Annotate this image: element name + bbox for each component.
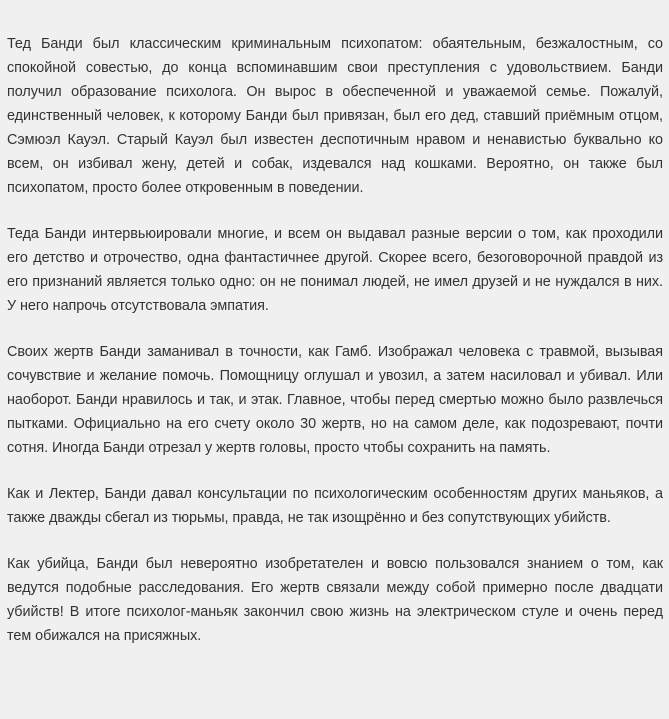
paragraph-victims: Своих жертв Банди заманивал в точности, как Гамб. Изображал человека с травмой, вызывая сочувствие и желание помочь. Помощницу оглушал и увозил, а затем насиловал и убивал. Или наоборот. Банди нравилось и так, и этак. Главное, чтобы перед смертью можно было развлечься пытками. Официально на его счету около 30 жертв, но на самом деле, как подозревают, почти сотня. Иногда Банди отрезал у жертв головы, просто чтобы сохранить на память. bbox=[7, 344, 663, 456]
paragraph-intro: Тед Банди был классическим криминальным психопатом: обаятельным, безжалостным, со спокойной совестью, до конца вспоминавшим свои преступления с удовольствием. Банди получил образование психолога. Он вырос в обеспеченной и уважаемой семье. Пожалуй, единственный человек, к которому Банди был привязан, был его дед, ставший приёмным отцом, Сэмюэл Кауэл. Старый Кауэл был известен деспотичным нравом и ненавистью буквально ко всем, он избивал жену, детей и собак, издевался над кошками. Вероятно, он также был психопатом, просто более откровенным в поведении. bbox=[7, 36, 663, 196]
paragraph-conclusion: Как убийца, Банди был невероятно изобретателен и вовсю пользовался знанием о том, как ведутся подобные расследования. Его жертв связали между собой примерно после двадцати убийств! В итоге психолог-маньяк закончил свою жизнь на электрическом стуле и очень перед тем обижался на присяжных. bbox=[7, 556, 663, 644]
paragraph-interviews: Теда Банди интервьюировали многие, и всем он выдавал разные версии о том, как проходили его детство и отрочество, одна фантастичнее другой. Скорее всего, безоговорочной правдой из его признаний является только одно: он не понимал людей, не имел друзей и не нуждался в них. У него напрочь отсутствовала эмпатия. bbox=[7, 226, 663, 314]
paragraph-lecter-comparison: Как и Лектер, Банди давал консультации по психологическим особенностям других маньяков, а также дважды сбегал из тюрьмы, правда, не так изощрённо и без сопутствующих убийств. bbox=[7, 486, 663, 526]
